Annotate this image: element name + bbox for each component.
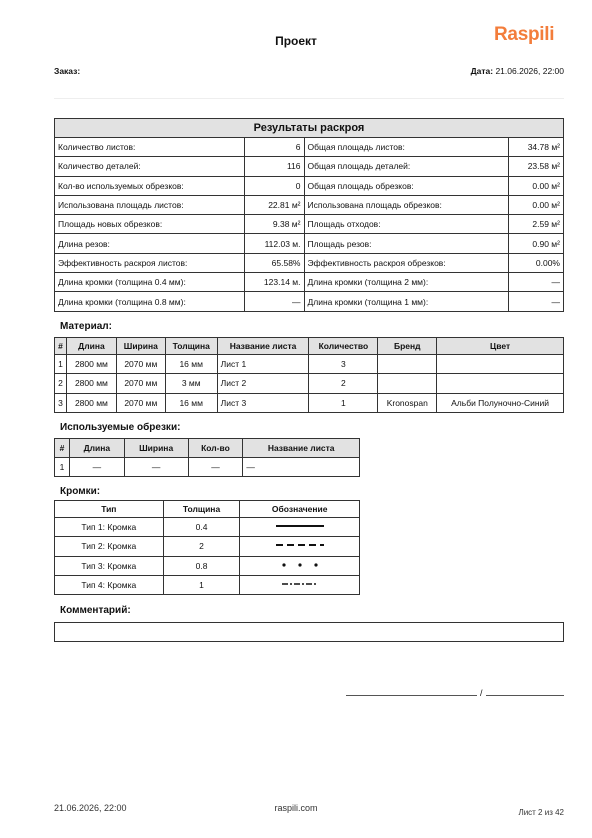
dashed-line-icon <box>274 542 326 552</box>
result-label: Длина кромки (толщина 0.8 мм): <box>55 292 245 311</box>
results-row <box>55 157 564 176</box>
comment-field[interactable] <box>54 622 564 642</box>
table-cell: Kronospan <box>378 393 437 412</box>
result-value: 0.00 м² <box>509 195 564 214</box>
table-cell: Альби Полуночно-Синий <box>437 393 564 412</box>
signature-separator: / <box>480 688 483 698</box>
column-header: Кол-во <box>188 439 243 458</box>
edge-symbol <box>240 518 360 537</box>
table-cell: Лист 2 <box>217 374 309 393</box>
table-cell: Лист 1 <box>217 355 309 374</box>
edge-type: Тип 3: Кромка <box>55 556 164 575</box>
result-value: — <box>509 292 564 311</box>
table-cell: Лист 3 <box>217 393 309 412</box>
edge-type: Тип 2: Кромка <box>55 537 164 556</box>
result-label: Длина кромки (толщина 1 мм): <box>304 292 509 311</box>
edge-symbol <box>240 537 360 556</box>
results-row <box>55 215 564 234</box>
footer-page: Лист 2 из 42 <box>518 808 564 817</box>
result-value: 0 <box>244 176 304 195</box>
table-cell: 2800 мм <box>66 355 116 374</box>
result-label: Общая площадь листов: <box>304 138 509 157</box>
result-label: Эффективность раскроя обрезков: <box>304 253 509 272</box>
column-header: Название листа <box>243 439 360 458</box>
table-cell <box>378 374 437 393</box>
result-label: Длина резов: <box>55 234 245 253</box>
edge-thickness: 2 <box>163 537 240 556</box>
offcuts-table <box>54 438 360 477</box>
footer-site: raspili.com <box>274 803 318 813</box>
column-header: Название листа <box>217 338 309 355</box>
result-label: Площадь новых обрезков: <box>55 215 245 234</box>
result-value: 34.78 м² <box>509 138 564 157</box>
column-header: Ширина <box>124 439 188 458</box>
table-cell: 2070 мм <box>116 355 165 374</box>
column-header: Количество <box>309 338 378 355</box>
table-cell: 2070 мм <box>116 393 165 412</box>
result-value: 123.14 м. <box>244 273 304 292</box>
result-value: — <box>509 273 564 292</box>
result-label: Длина кромки (толщина 0.4 мм): <box>55 273 245 292</box>
date-value: 21.06.2026, 22:00 <box>495 66 564 76</box>
result-value: 0.90 м² <box>509 234 564 253</box>
edges-title: Кромки: <box>60 486 101 497</box>
table-cell <box>378 355 437 374</box>
column-header: Тип <box>55 501 164 518</box>
offcuts-title: Используемые обрезки: <box>60 422 181 433</box>
result-value: 65.58% <box>244 253 304 272</box>
table-cell: 16 мм <box>165 393 217 412</box>
table-row <box>55 556 360 575</box>
edge-thickness: 1 <box>163 575 240 594</box>
result-value: 0.00 м² <box>509 176 564 195</box>
result-value: 2.59 м² <box>509 215 564 234</box>
comment-title: Комментарий: <box>60 605 131 616</box>
result-label: Общая площадь деталей: <box>304 157 509 176</box>
column-header: # <box>55 338 67 355</box>
results-title: Результаты раскроя <box>55 119 564 138</box>
date-line <box>471 66 564 76</box>
table-cell: 2 <box>309 374 378 393</box>
table-cell: 16 мм <box>165 355 217 374</box>
signature-line <box>346 695 477 696</box>
dash-dot-line-icon <box>274 581 326 591</box>
result-label: Площадь резов: <box>304 234 509 253</box>
column-header: Бренд <box>378 338 437 355</box>
date-label: Дата: <box>470 66 494 76</box>
column-header: Толщина <box>165 338 217 355</box>
table-cell: 2800 мм <box>66 393 116 412</box>
results-row <box>55 234 564 253</box>
table-row <box>55 374 564 393</box>
column-header: Длина <box>66 338 116 355</box>
edge-type: Тип 1: Кромка <box>55 518 164 537</box>
table-cell: 3 <box>55 393 67 412</box>
table-cell <box>437 355 564 374</box>
table-row <box>55 393 564 412</box>
result-label: Кол-во используемых обрезков: <box>55 176 245 195</box>
material-title: Материал: <box>60 321 112 332</box>
table-row <box>55 537 360 556</box>
dotted-line-icon <box>274 562 326 572</box>
results-table <box>54 118 564 312</box>
result-value: 9.38 м² <box>244 215 304 234</box>
edges-table <box>54 500 360 595</box>
edge-type: Тип 4: Кромка <box>55 575 164 594</box>
edge-thickness: 0.4 <box>163 518 240 537</box>
result-label: Количество листов: <box>55 138 245 157</box>
results-row <box>55 292 564 311</box>
result-label: Эффективность раскроя листов: <box>55 253 245 272</box>
results-row <box>55 176 564 195</box>
column-header: Ширина <box>116 338 165 355</box>
edge-symbol <box>240 556 360 575</box>
page-title: Проект <box>275 34 317 48</box>
results-row <box>55 273 564 292</box>
header-divider <box>54 98 564 99</box>
table-cell: 2 <box>55 374 67 393</box>
table-cell: — <box>124 458 188 477</box>
raspili-logo: Raspili <box>494 24 555 45</box>
result-label: Общая площадь обрезков: <box>304 176 509 195</box>
result-value: 23.58 м² <box>509 157 564 176</box>
table-cell: — <box>188 458 243 477</box>
result-label: Использована площадь обрезков: <box>304 195 509 214</box>
result-value: 112.03 м. <box>244 234 304 253</box>
results-row <box>55 253 564 272</box>
column-header: # <box>55 439 70 458</box>
material-table <box>54 337 564 413</box>
table-cell: 1 <box>55 355 67 374</box>
table-row <box>55 575 360 594</box>
column-header: Толщина <box>163 501 240 518</box>
table-cell: 1 <box>309 393 378 412</box>
table-row <box>55 355 564 374</box>
result-value: 6 <box>244 138 304 157</box>
results-row <box>55 195 564 214</box>
table-cell: 3 <box>309 355 378 374</box>
edge-thickness: 0.8 <box>163 556 240 575</box>
result-label: Количество деталей: <box>55 157 245 176</box>
column-header: Длина <box>69 439 124 458</box>
results-row <box>55 138 564 157</box>
column-header: Обозначение <box>240 501 360 518</box>
table-cell: 1 <box>55 458 70 477</box>
result-value: 116 <box>244 157 304 176</box>
column-header: Цвет <box>437 338 564 355</box>
table-row <box>55 458 360 477</box>
result-value: 22.81 м² <box>244 195 304 214</box>
table-cell: 3 мм <box>165 374 217 393</box>
table-cell <box>437 374 564 393</box>
result-label: Длина кромки (толщина 2 мм): <box>304 273 509 292</box>
table-cell: 2800 мм <box>66 374 116 393</box>
order-label: Заказ: <box>54 66 81 76</box>
table-cell: 2070 мм <box>116 374 165 393</box>
result-label: Использована площадь листов: <box>55 195 245 214</box>
result-value: — <box>244 292 304 311</box>
result-label: Площадь отходов: <box>304 215 509 234</box>
table-cell: — <box>243 458 360 477</box>
edge-symbol <box>240 575 360 594</box>
table-cell: — <box>69 458 124 477</box>
table-row <box>55 518 360 537</box>
footer-date: 21.06.2026, 22:00 <box>54 803 127 813</box>
solid-line-icon <box>274 523 326 533</box>
signature-name-line <box>486 695 564 696</box>
result-value: 0.00% <box>509 253 564 272</box>
